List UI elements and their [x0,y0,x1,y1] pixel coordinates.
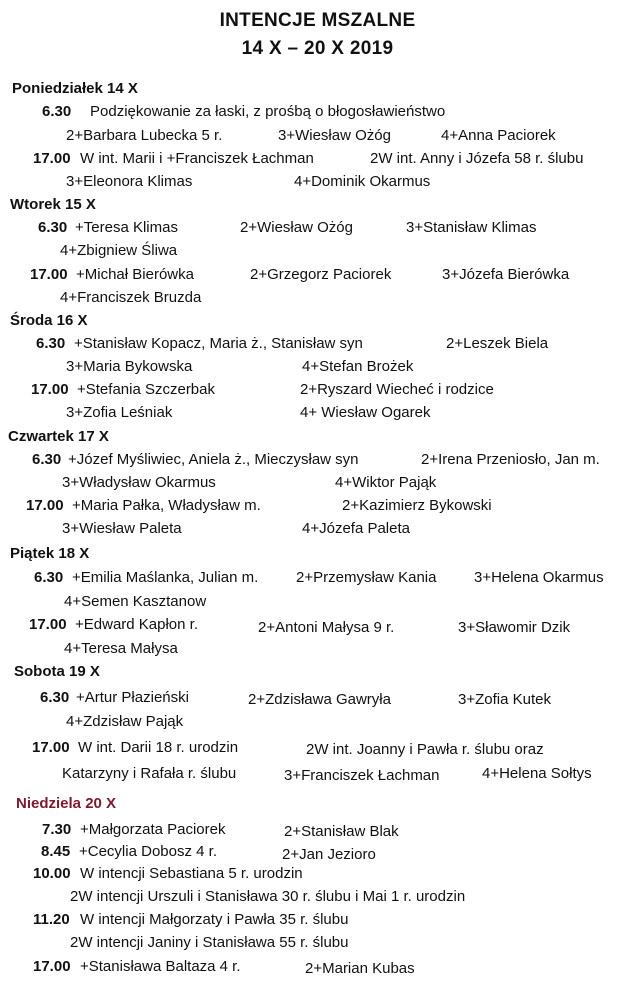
mass-time: 6.30 [40,689,70,706]
intention: +Małgorzata Paciorek [80,821,226,838]
intention: +Stanisław Kopacz, Maria ż., Stanisław syn [74,335,363,352]
intention: W intencji Sebastiana 5 r. urodzin [80,865,303,882]
intention: 3+Wiesław Ożóg [278,127,391,144]
day-heading: Niedziela 20 X [16,795,117,812]
intention: 4+ Wiesław Ogarek [300,404,431,421]
intention: 2+Irena Przeniosło, Jan m. [421,451,600,468]
intention: 4+Helena Sołtys [482,765,592,782]
intention: W int. Marii i +Franciszek Łachman [80,150,314,167]
intention: +Maria Pałka, Władysław m. [72,497,261,514]
mass-time: 6.30 [42,103,72,120]
intention: 2+Kazimierz Bykowski [342,497,492,514]
intention: 2+Barbara Lubecka 5 r. [66,127,223,144]
intention: 2+Stanisław Blak [284,823,399,840]
intention: 2+Leszek Biela [446,335,549,352]
intention: +Artur Płazieński [76,689,189,706]
intention: 3+Eleonora Klimas [66,173,193,190]
intention: 2+Jan Jezioro [282,846,376,863]
intention: +Michał Bierówka [76,266,194,283]
intention: 2W int. Anny i Józefa 58 r. ślubu [370,150,584,167]
mass-time: 11.20 [33,911,70,928]
day-heading: Środa 16 X [10,312,88,329]
intention: 2W intencji Janiny i Stanisława 55 r. ślubu [70,934,349,951]
intention: 2+Ryszard Wiecheć i rodzice [300,381,494,398]
mass-time: 17.00 [31,381,69,398]
intention: 3+Franciszek Łachman [284,767,440,784]
intention: 2W intencji Urszuli i Stanisława 30 r. ślubu i Mai 1 r. urodzin [70,888,466,905]
intention: +Stefania Szczerbak [77,381,215,398]
intention: 4+Józefa Paleta [302,520,410,537]
day-heading: Czwartek 17 X [8,428,109,445]
intention: 4+Zdzisław Pająk [66,713,184,730]
mass-time: 6.30 [34,569,64,586]
intention: 3+Helena Okarmus [474,569,604,586]
day-heading: Sobota 19 X [14,663,100,680]
intention: +Cecylia Dobosz 4 r. [79,843,217,860]
mass-time: 6.30 [38,219,68,236]
intention: 4+Dominik Okarmus [294,173,431,190]
intention: 3+Maria Bykowska [66,358,193,375]
intention: 4+Semen Kasztanow [64,593,207,610]
mass-time: 17.00 [26,497,64,514]
mass-time: 7.30 [42,821,72,838]
intention: 3+Władysław Okarmus [62,474,216,491]
intention: 2+Zdzisława Gawryła [248,691,391,708]
mass-time: 6.30 [32,451,62,468]
intention: +Edward Kapłon r. [75,616,198,633]
intention: 4+Franciszek Bruzda [60,289,202,306]
intention: W int. Darii 18 r. urodzin [78,739,239,756]
intention: 2+Grzegorz Paciorek [250,266,392,283]
mass-time: 8.45 [41,843,71,860]
intention: 2W int. Joanny i Pawła r. ślubu oraz [306,741,544,758]
intention: 3+Józefa Bierówka [442,266,570,283]
intention: Katarzyny i Rafała r. ślubu [62,765,237,782]
mass-time: 17.00 [33,150,71,167]
mass-time: 17.00 [33,958,71,975]
mass-time: 17.00 [29,616,67,633]
intention: 3+Zofia Leśniak [66,404,173,421]
date-range: 14 X – 20 X 2019 [241,38,394,59]
intention: 2+Wiesław Ożóg [240,219,353,236]
day-heading: Wtorek 15 X [10,196,96,213]
intention: +Józef Myśliwiec, Aniela ż., Mieczysław syn [68,451,359,468]
intention: Podziękowanie za łaski, z prośbą o błogosławieństwo [90,103,446,120]
intention: +Emilia Maślanka, Julian m. [72,569,259,586]
intention: +Teresa Klimas [75,219,178,236]
intention: 4+Stefan Brożek [302,358,414,375]
mass-time: 6.30 [36,335,66,352]
intention: 3+Stanisław Klimas [406,219,537,236]
intention: 3+Wiesław Paleta [62,520,182,537]
intention: 3+Sławomir Dzik [458,619,571,636]
intention: 4+Zbigniew Śliwa [60,242,178,259]
mass-time: 17.00 [30,266,68,283]
intention: 2+Antoni Małysa 9 r. [258,619,395,636]
mass-time: 17.00 [32,739,70,756]
intention: W intencji Małgorzaty i Pawła 35 r. ślubu [80,911,349,928]
day-heading: Poniedziałek 14 X [12,80,138,97]
day-heading: Piątek 18 X [10,545,90,562]
intention: +Stanisława Baltaza 4 r. [80,958,241,975]
intention: 2+Marian Kubas [305,960,415,977]
intention: 4+Wiktor Pająk [335,474,437,491]
intention: 4+Teresa Małysa [64,640,178,657]
mass-time: 10.00 [33,865,71,882]
document-title: INTENCJE MSZALNE [219,10,416,31]
intention: 2+Przemysław Kania [296,569,437,586]
intention: 3+Zofia Kutek [458,691,551,708]
intention: 4+Anna Paciorek [441,127,556,144]
